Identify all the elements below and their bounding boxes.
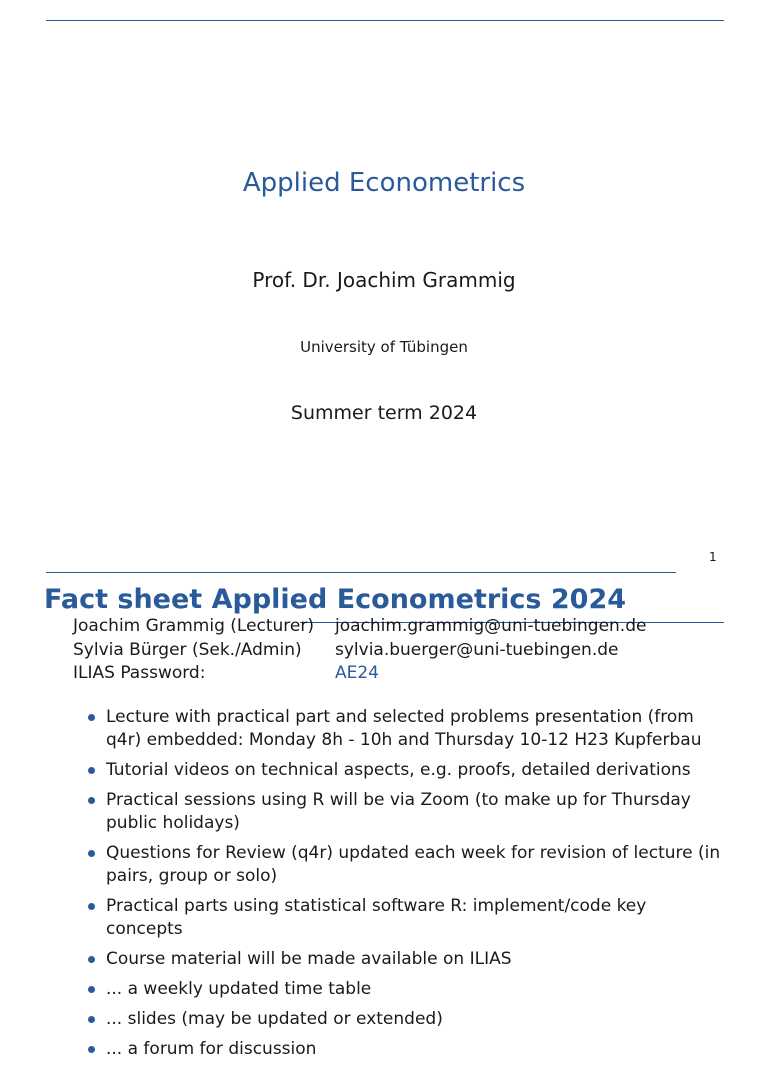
list-item [84, 759, 724, 782]
bullet-text: Questions for Review (q4r) updated each week for revision of lecture (in pairs, group or solo) [106, 843, 721, 886]
bullet-text: ... a forum for discussion [106, 1039, 317, 1059]
list-item [84, 978, 724, 1001]
list-item [84, 1008, 724, 1031]
fact-sheet-title: Fact sheet Applied Econometrics 2024 [44, 584, 627, 615]
list-item [84, 948, 724, 971]
top-rule [46, 20, 724, 21]
contact-name-lecturer: Joachim Grammig (Lecturer) [73, 616, 315, 636]
bullet-icon [88, 767, 95, 774]
author-name: Prof. Dr. Joachim Grammig [252, 268, 516, 292]
presentation-title: Applied Econometrics [242, 168, 526, 198]
list-item [84, 706, 724, 752]
bullet-icon [88, 1016, 95, 1023]
ilias-password-value: AE24 [335, 663, 380, 683]
bullet-icon [88, 903, 95, 910]
bullet-text: ... a weekly updated time table [106, 979, 372, 999]
term: Summer term 2024 [290, 402, 478, 424]
bullet-text: Tutorial videos on technical aspects, e.g. proofs, detailed derivations [106, 760, 691, 780]
bullet-text: Practical parts using statistical software R: implement/code key concepts [106, 896, 647, 939]
contact-email-lecturer: joachim.grammig@uni-tuebingen.de [335, 616, 647, 636]
bullet-text: Lecture with practical part and selected problems presentation (from q4r) embedded: Monday 8h - 10h and Thursday 10-12 H23 Kupferbau [106, 707, 702, 750]
bullet-icon [88, 797, 95, 804]
slide-separator-rule [46, 572, 676, 573]
list-item [84, 895, 724, 941]
bullet-icon [88, 956, 95, 963]
list-item [84, 789, 724, 835]
bullet-list [84, 706, 724, 1068]
contact-name-admin: Sylvia Bürger (Sek./Admin) [73, 640, 302, 660]
ilias-password-label: ILIAS Password: [73, 663, 206, 683]
bullet-text: Practical sessions using R will be via Zoom (to make up for Thursday public holidays) [106, 790, 691, 833]
bullet-text: ... slides (may be updated or extended) [106, 1009, 443, 1029]
contact-email-admin: sylvia.buerger@uni-tuebingen.de [335, 640, 619, 660]
institution: University of Tübingen [300, 338, 468, 356]
bullet-icon [88, 986, 95, 993]
page-number: 1 [709, 550, 717, 564]
list-item [84, 1038, 724, 1061]
bullet-icon [88, 714, 95, 721]
bullet-icon [88, 1046, 95, 1053]
bullet-text: Course material will be made available on ILIAS [106, 949, 512, 969]
bullet-icon [88, 850, 95, 857]
list-item [84, 842, 724, 888]
